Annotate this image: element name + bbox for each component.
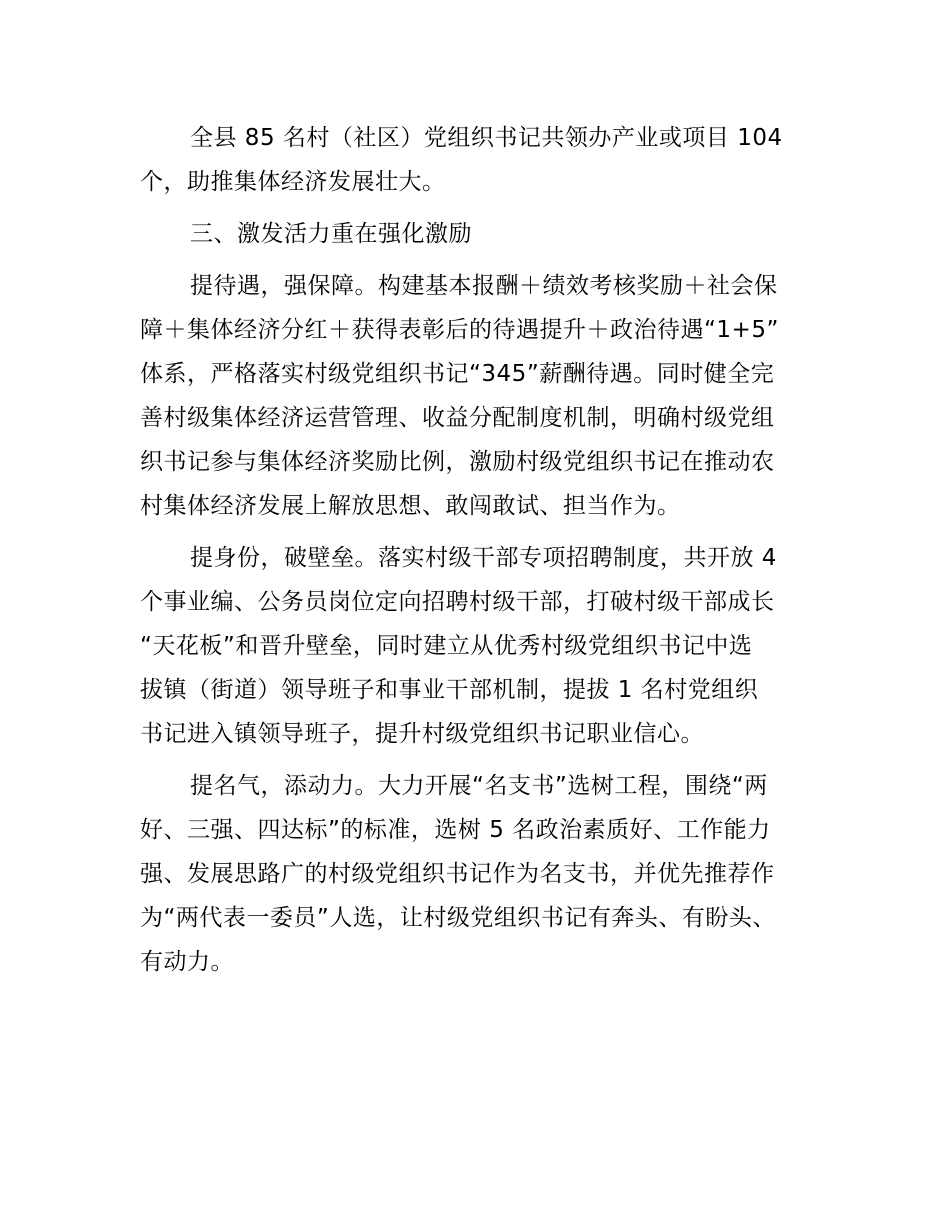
section-heading: 三、激发活力重在强化激励 (190, 221, 472, 247)
paragraph-4-line-5: 有动力。 (140, 949, 234, 975)
paragraph-3-line-4: 拔镇（街道）领导班子和事业干部机制，提拔 1 名村党组织 (140, 677, 759, 703)
paragraph-3-line-2: 个事业编、公务员岗位定向招聘村级干部，打破村级干部成长 (140, 589, 775, 615)
paragraph-4-line-1: 提名气，添动力。大力开展“名支书”选树工程，围绕“两 (190, 773, 768, 799)
paragraph-1-line-2: 个，助推集体经济发展壮大。 (140, 169, 446, 195)
paragraph-4-line-4: 为“两代表一委员”人选，让村级党组织书记有奔头、有盼头、 (140, 905, 776, 931)
paragraph-2-line-6: 村集体经济发展上解放思想、敢闯敢试、担当作为。 (140, 493, 681, 519)
paragraph-4-line-2: 好、三强、四达标”的标准，选树 5 名政治素质好、工作能力 (140, 817, 771, 843)
paragraph-2-line-1: 提待遇，强保障。构建基本报酬＋绩效考核奖励＋社会保 (190, 273, 778, 299)
paragraph-2-line-4: 善村级集体经济运营管理、收益分配制度机制，明确村级党组 (140, 405, 775, 431)
paragraph-3-line-1: 提身份，破壁垒。落实村级干部专项招聘制度，共开放 4 (190, 545, 777, 571)
paragraph-2-line-3: 体系，严格落实村级党组织书记“345”薪酬待遇。同时健全完 (140, 361, 775, 387)
paragraph-3-line-3: “天花板”和晋升壁垒，同时建立从优秀村级党组织书记中选 (140, 633, 753, 659)
paragraph-4-line-3: 强、发展思路广的村级党组织书记作为名支书，并优先推荐作 (140, 861, 775, 887)
paragraph-3-line-5: 书记进入镇领导班子，提升村级党组织书记职业信心。 (140, 721, 704, 747)
paragraph-1-line-1: 全县 85 名村（社区）党组织书记共领办产业或项目 104 (190, 125, 783, 151)
paragraph-2-line-2: 障＋集体经济分红＋获得表彰后的待遇提升＋政治待遇“1+5” (140, 317, 779, 343)
paragraph-2-line-5: 织书记参与集体经济奖励比例，激励村级党组织书记在推动农 (140, 449, 775, 475)
